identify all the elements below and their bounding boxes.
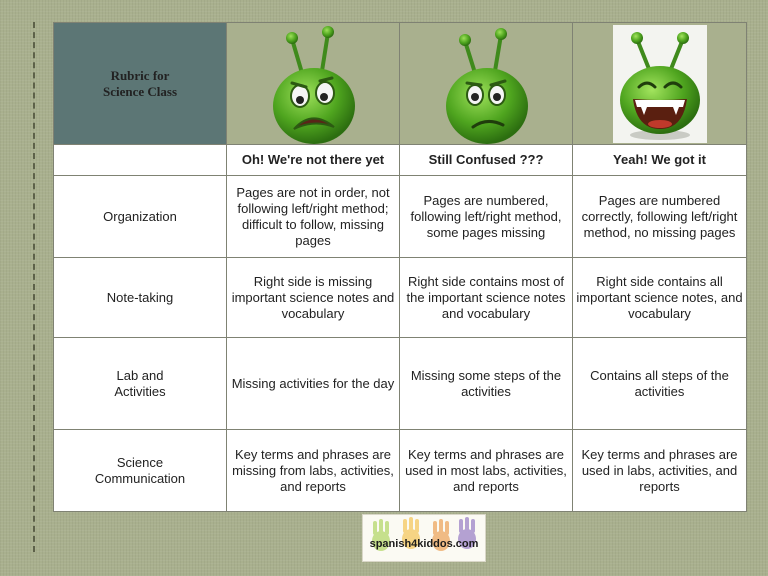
table-cell: Pages are numbered correctly, following left/right method, no missing pages <box>573 176 747 258</box>
spanish4kiddos-logo <box>362 514 486 562</box>
table-cell: Contains all steps of the activities <box>573 338 747 430</box>
row-label-note-taking <box>54 258 227 338</box>
confused-alien-icon <box>431 23 541 144</box>
row-label-line: Note-taking <box>106 289 174 305</box>
row-label-line: Lab and <box>116 367 164 383</box>
header-blank-cell <box>54 145 227 176</box>
row-label-line: Activities <box>114 383 166 399</box>
column-header-not-there: Oh! We're not there yet <box>227 145 400 176</box>
stitched-border <box>33 22 35 552</box>
row-label-line: Organization <box>103 208 177 224</box>
table-row-lab-activities <box>54 338 747 430</box>
row-label-lab-activities <box>54 338 227 430</box>
table-row-science-communication <box>54 430 747 512</box>
table-cell: Missing activities for the day <box>227 338 400 430</box>
table-cell: Key terms and phrases are missing from labs, activities, and reports <box>227 430 400 512</box>
table-row-note-taking <box>54 258 747 338</box>
face-cell-got-it <box>573 23 747 145</box>
column-header-confused: Still Confused ??? <box>400 145 573 176</box>
sad-alien-icon <box>258 23 368 144</box>
logo-text: spanish4kiddos.com <box>369 538 479 550</box>
laughing-alien-icon <box>613 25 707 143</box>
row-label-organization <box>54 176 227 258</box>
table-row-organization <box>54 176 747 258</box>
table-cell: Key terms and phrases are used in most labs, activities, and reports <box>400 430 573 512</box>
table-cell: Right side is missing important science notes and vocabulary <box>227 258 400 338</box>
column-header-got-it: Yeah! We got it <box>573 145 747 176</box>
faces-row <box>54 23 747 145</box>
column-header-row <box>54 145 747 176</box>
row-label-line: Science <box>116 454 164 470</box>
rubric-table <box>53 22 747 512</box>
table-cell: Pages are not in order, not following left/right method; difficult to follow, missing pages <box>227 176 400 258</box>
row-label-science-communication <box>54 430 227 512</box>
table-cell: Right side contains most of the important science notes and vocabulary <box>400 258 573 338</box>
table-cell: Key terms and phrases are used in labs, activities, and reports <box>573 430 747 512</box>
rubric-title <box>54 23 227 145</box>
table-cell: Pages are numbered, following left/right method, some pages missing <box>400 176 573 258</box>
laughing-alien-frame <box>613 25 707 143</box>
face-cell-confused <box>400 23 573 145</box>
face-cell-not-there <box>227 23 400 145</box>
table-cell: Missing some steps of the activities <box>400 338 573 430</box>
title-line-1: Rubric for <box>110 67 170 83</box>
row-label-line: Communication <box>94 470 186 486</box>
title-line-2: Science Class <box>102 83 178 99</box>
table-cell: Right side contains all important science notes, and vocabulary <box>573 258 747 338</box>
